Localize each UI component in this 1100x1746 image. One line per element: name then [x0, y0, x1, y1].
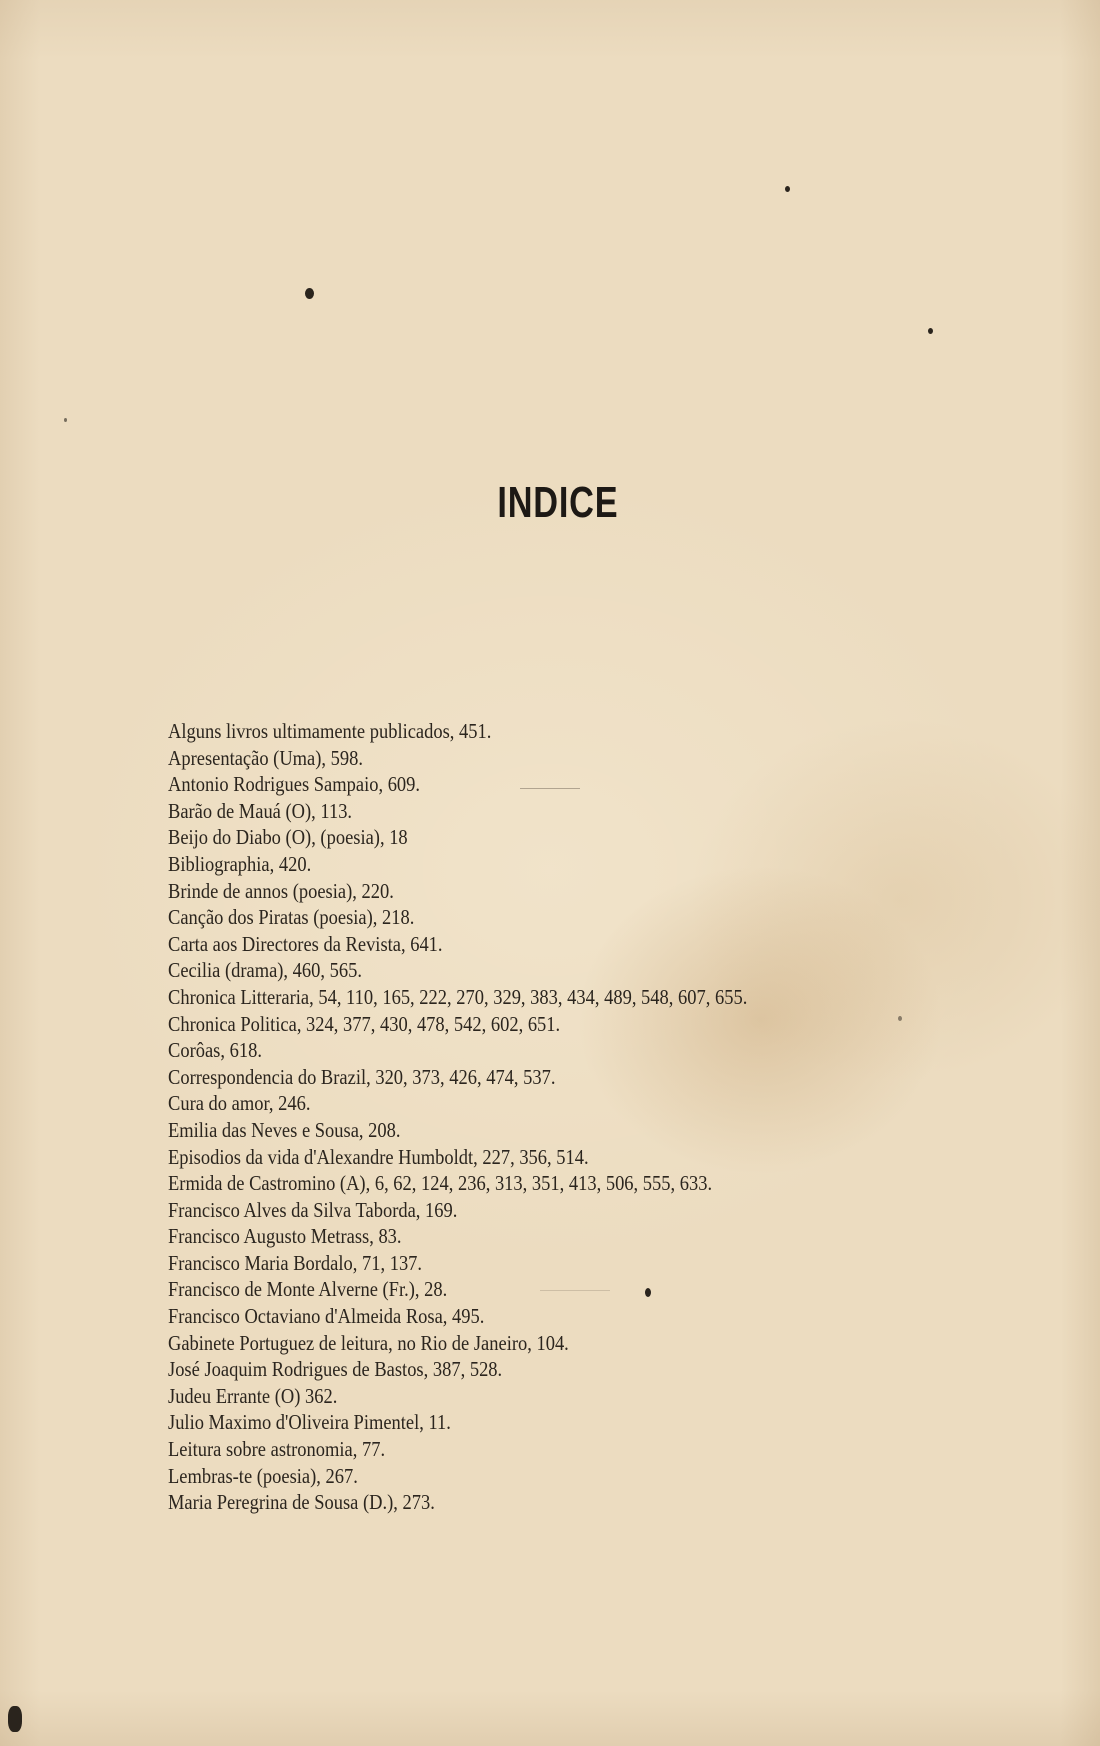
index-entry: Episodios da vida d'Alexandre Humboldt, 227, 356, 514. [168, 1144, 589, 1169]
index-entry: Francisco de Monte Alverne (Fr.), 28. [168, 1277, 448, 1302]
page-title: INDICE [497, 478, 619, 527]
index-entry: José Joaquim Rodrigues de Bastos, 387, 528. [168, 1357, 503, 1382]
index-entry: Emilia das Neves e Sousa, 208. [168, 1117, 401, 1142]
index-entry: Francisco Alves da Silva Taborda, 169. [168, 1197, 458, 1222]
index-entry: Barão de Mauá (O), 113. [168, 798, 353, 823]
index-entry: Ermida de Castromino (A), 6, 62, 124, 236, 313, 351, 413, 506, 555, 633. [168, 1171, 713, 1196]
index-entry: Bibliographia, 420. [168, 851, 312, 876]
index-entry: Carta aos Directores da Revista, 641. [168, 931, 443, 956]
index-list [168, 718, 908, 1516]
index-entry: Maria Peregrina de Sousa (D.), 273. [168, 1490, 435, 1515]
index-entry: Chronica Politica, 324, 377, 430, 478, 542, 602, 651. [168, 1011, 561, 1036]
index-entry: Gabinete Portuguez de leitura, no Rio de Janeiro, 104. [168, 1330, 569, 1355]
index-entry: Alguns livros ultimamente publicados, 451. [168, 719, 492, 743]
ink-speck [785, 186, 790, 192]
ink-speck [64, 418, 67, 422]
index-entry: Chronica Litteraria, 54, 110, 165, 222, 270, 329, 383, 434, 489, 548, 607, 655. [168, 984, 748, 1009]
index-entry: Francisco Augusto Metrass, 83. [168, 1224, 402, 1249]
index-entry: Lembras-te (poesia), 267. [168, 1463, 358, 1488]
index-entry: Cecilia (drama), 460, 565. [168, 958, 362, 983]
index-entry: Julio Maximo d'Oliveira Pimentel, 11. [168, 1410, 451, 1435]
ink-blot [8, 1706, 22, 1732]
index-entry: Leitura sobre astronomia, 77. [168, 1437, 386, 1462]
index-entry: Francisco Octaviano d'Almeida Rosa, 495. [168, 1304, 485, 1329]
index-entry: Canção dos Piratas (poesia), 218. [168, 905, 415, 930]
ink-speck [928, 328, 933, 334]
index-entry: Judeu Errante (O) 362. [168, 1383, 338, 1408]
index-entry: Apresentação (Uma), 598. [168, 745, 363, 770]
index-entry: Correspondencia do Brazil, 320, 373, 426, 474, 537. [168, 1064, 556, 1089]
index-entry: Corôas, 618. [168, 1038, 262, 1063]
ink-speck [305, 288, 314, 299]
index-entry: Beijo do Diabo (O), (poesia), 18 [168, 825, 408, 850]
index-entry: Brinde de annos (poesia), 220. [168, 878, 394, 903]
index-entry: Francisco Maria Bordalo, 71, 137. [168, 1250, 423, 1275]
index-entry: Antonio Rodrigues Sampaio, 609. [168, 772, 421, 797]
index-entry: Cura do amor, 246. [168, 1091, 311, 1116]
